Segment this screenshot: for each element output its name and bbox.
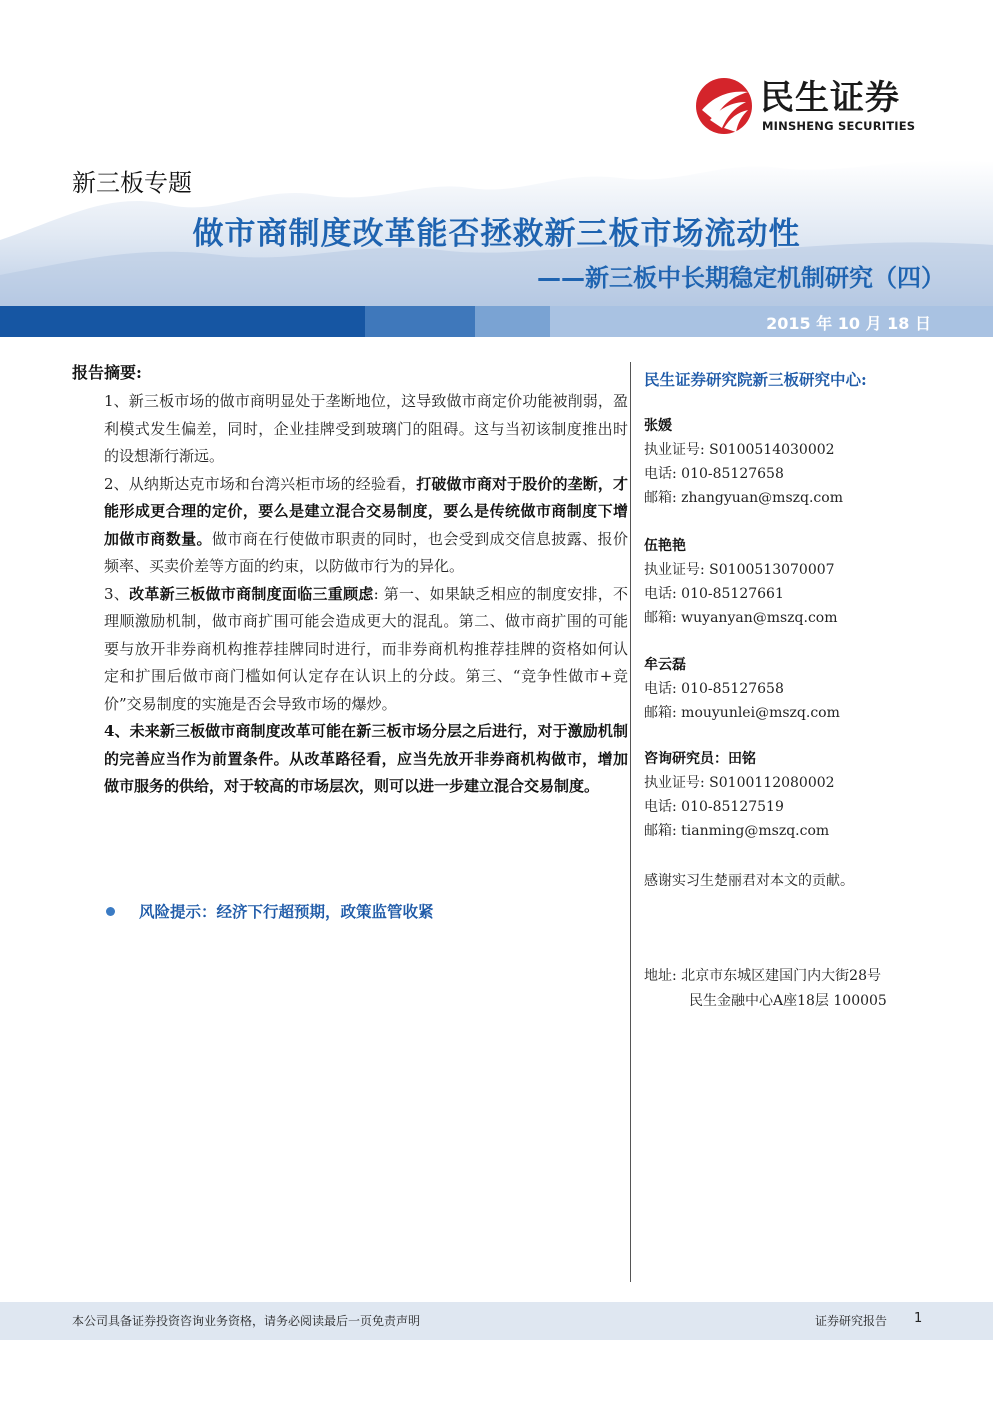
brand-logo	[694, 76, 934, 136]
analyst-cert: 执业证号: S0100514030002	[644, 442, 835, 458]
research-center-heading: 民生证券研究院新三板研究中心:	[644, 370, 867, 389]
summary-point-4	[104, 718, 628, 801]
summary-point-3	[104, 581, 628, 719]
acknowledgement: 感谢实习生楚丽君对本文的贡献。	[644, 873, 854, 889]
report-date: 2015 年 10 月 18 日	[766, 314, 931, 333]
report-subtitle: ——新三板中长期稳定机制研究（四）	[537, 264, 945, 292]
address-line-1: 地址: 北京市东城区建国门内大街28号	[644, 968, 881, 984]
analyst-name: 伍艳艳	[644, 538, 686, 554]
address-block	[644, 964, 887, 1013]
footer-doc-type: 证券研究报告	[815, 1314, 888, 1328]
summary-heading: 报告摘要:	[72, 363, 142, 382]
summary-body	[104, 388, 628, 801]
analyst-name: 牟云磊	[644, 657, 686, 673]
analyst-card	[644, 534, 838, 630]
risk-bullet-icon	[106, 907, 115, 916]
summary-point-2	[104, 471, 628, 581]
analyst-phone: 电话: 010-85127658	[644, 466, 784, 482]
logo-text-en: MINSHENG SECURITIES	[762, 119, 916, 133]
analyst-name: 张媛	[644, 418, 672, 434]
analyst-card	[644, 414, 843, 510]
report-title: 做市商制度改革能否拯救新三板市场流动性	[192, 216, 801, 252]
analyst-phone: 电话: 010-85127661	[644, 586, 784, 602]
analyst-cert: 执业证号: S0100112080002	[644, 775, 835, 791]
analyst-name: 咨询研究员：田铭	[644, 751, 756, 767]
analyst-email[interactable]: 邮箱: wuyanyan@mszq.com	[644, 610, 838, 626]
analyst-email[interactable]: 邮箱: mouyunlei@mszq.com	[644, 705, 840, 721]
analyst-cert: 执业证号: S0100513070007	[644, 562, 835, 578]
summary-point-2-bold: 打破做市商对于股价的垄断，才能形成更合理的定价，要么是建立混合交易制度，要么是传统做市商制度下增加做市商数量。	[104, 474, 628, 548]
summary-point-2-lead: 2、从纳斯达克市场和台湾兴柜市场的经验看，	[104, 474, 417, 493]
address-line-2: 民生金融中心A座18层 100005	[689, 992, 887, 1009]
footer-disclaimer: 本公司具备证券投资咨询业务资格，请务必阅读最后一页免责声明	[72, 1314, 421, 1328]
summary-point-2-tail: 做市商在行使做市职责的同时，也会受到成交信息披露、报价频率、买卖价差等方面的约束，以防做市行为的异化。	[104, 529, 628, 575]
analyst-phone: 电话: 010-85127658	[644, 681, 784, 697]
analyst-email[interactable]: 邮箱: zhangyuan@mszq.com	[644, 490, 843, 506]
summary-point-3-bold: 改革新三板做市商制度面临三重顾虑	[129, 584, 374, 603]
page-number: 1	[914, 1311, 923, 1326]
summary-point-3-tail: : 第一、如果缺乏相应的制度安排，不理顺激励机制，做市商扩围可能会造成更大的混乱。第二、做市商扩围的可能要与放开非券商机构推荐挂牌同时进行，而非券商机构推荐挂牌的资格如何认定和扩围后做市商门槛如何认定存在认识上的分歧。第三、“竞争性做市+竞价”交易制度的实施是否会导致市场的爆炒。	[104, 584, 628, 713]
analyst-card	[644, 747, 835, 843]
logo-emblem-icon	[694, 76, 754, 136]
report-category: 新三板专题	[72, 169, 192, 197]
risk-warning: 风险提示：经济下行超预期，政策监管收紧	[139, 902, 434, 921]
summary-point-3-num: 3、	[104, 584, 130, 603]
summary-point-4-bold: 4、未来新三板做市商制度改革可能在新三板市场分层之后进行，对于激励机制的完善应当作为前置条件。从改革路径看，应当先放开非券商机构做市，增加做市服务的供给，对于较高的市场层次，则可以进一步建立混合交易制度。	[104, 722, 628, 795]
summary-point-1: 1、新三板市场的做市商明显处于垄断地位，这导致做市商定价功能被削弱，盈利模式发生偏差，同时，企业挂牌受到玻璃门的阻碍。这与当初该制度推出时的设想渐行渐远。	[104, 392, 628, 465]
column-divider	[630, 362, 631, 1282]
logo-text-cn: 民生证券	[760, 78, 900, 118]
analyst-email[interactable]: 邮箱: tianming@mszq.com	[644, 823, 830, 839]
analyst-card	[644, 653, 840, 725]
analyst-phone: 电话: 010-85127519	[644, 799, 784, 815]
